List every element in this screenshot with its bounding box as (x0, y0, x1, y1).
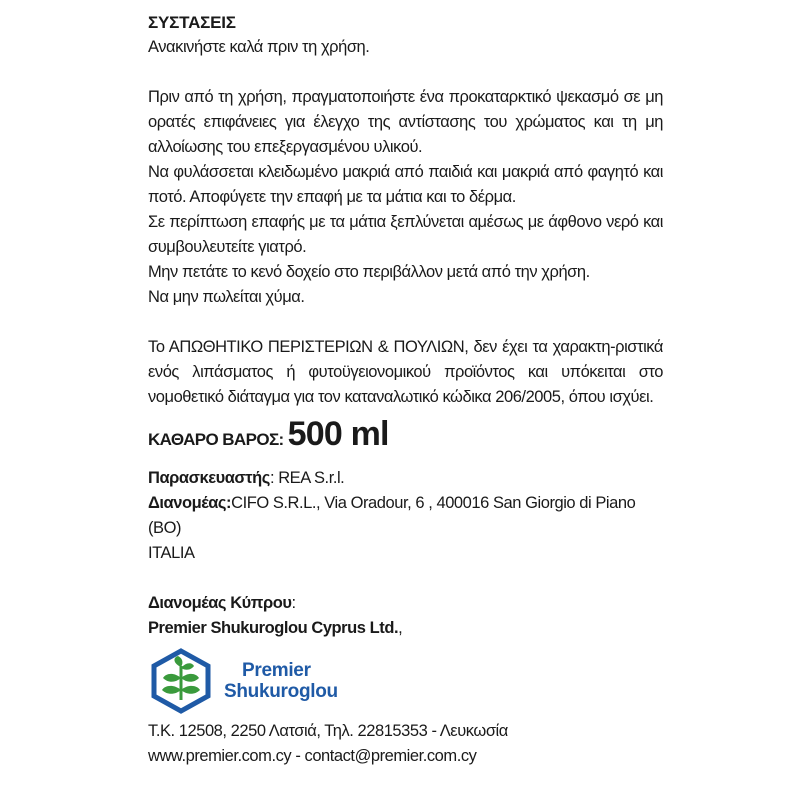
spacer (148, 310, 663, 335)
distributor-value: CIFO S.R.L., Via Oradour, 6 , 400016 San Giorgio di Piano (BO) (148, 494, 636, 537)
spacer (148, 454, 663, 466)
logo-wordmark (224, 660, 338, 702)
distributor-country: ITALIA (148, 544, 195, 562)
instruction-paragraph-storage: Να φυλάσσεται κλειδωμένο μακριά από παιδιά και μακριά από φαγητό και ποτό. Αποφύγετε την επαφή με τα μάτια και το δέρμα. (148, 163, 663, 206)
logo-line-shukuroglou: Shukuroglou (224, 681, 338, 702)
net-weight-row (148, 414, 663, 454)
leaf-hexagon-icon (148, 648, 214, 714)
premier-shukuroglou-logo (148, 647, 663, 715)
net-weight-value: 500 ml (287, 415, 389, 453)
spacer (148, 566, 663, 591)
label-text-column (148, 10, 663, 769)
manufacturer-label: Παρασκευαστής (148, 469, 270, 487)
cyprus-distributor-colon: : (291, 594, 296, 612)
logo-line-premier: Premier (242, 660, 311, 681)
spacer (148, 60, 663, 85)
instruction-paragraph-eye-contact: Σε περίπτωση επαφής με τα μάτια ξεπλύνεται αμέσως με άφθονο νερό και συμβουλευτείτε γιατρό. (148, 213, 663, 256)
instruction-paragraph-bulk: Να μην πωλείται χύμα. (148, 288, 305, 306)
distributor-label: Διανομέας: (148, 494, 232, 512)
instruction-paragraph-disposal: Μην πετάτε το κενό δοχείο στο περιβάλλον μετά από την χρήση. (148, 263, 590, 281)
cyprus-company-name: Premier Shukuroglou Cyprus Ltd. (148, 619, 399, 637)
cyprus-distributor-label: Διανομέας Κύπρου (148, 594, 292, 612)
manufacturer-value: : REA S.r.l. (269, 469, 345, 487)
cyprus-company-line (148, 616, 663, 641)
instruction-paragraph-test-spray: Πριν από τη χρήση, πραγματοποιήστε ένα προκαταρκτικό ψεκασμό σε μη ορατές επιφάνειες για έλεγχο της αντίστασης του χρώματος και τη μη αλλοίωσης του επεξεργασμένου υλικού. (148, 88, 663, 156)
net-weight-label: ΚΑΘΑΡΟ ΒΑΡΟΣ: (148, 430, 284, 449)
legal-notice: Το ΑΠΩΘΗΤΙΚΟ ΠΕΡΙΣΤΕΡΙΩΝ & ΠΟΥΛΙΩΝ, δεν έχει τα χαρακτη-ριστικά ενός λιπάσματος ή φυτοϋγειονομικού προϊόντος και υπόκειται στο νομοθετικό διάταγμα για τον καταναλωτικό κώδικα 206/2005, όπου ισχύει. (148, 338, 663, 406)
website-link[interactable]: www.premier.com.cy (148, 747, 292, 765)
manufacturer-line (148, 466, 663, 491)
contact-web-email-line (148, 744, 663, 769)
composition-heading: ΣΥΣΤΑΣΕΙΣ (148, 13, 236, 32)
shake-instruction: Ανακινήστε καλά πριν τη χρήση. (148, 38, 370, 56)
cyprus-company-comma: , (398, 619, 403, 637)
email-link[interactable]: contact@premier.com.cy (304, 747, 477, 765)
cyprus-distributor-line (148, 591, 663, 616)
contact-separator: - (291, 747, 305, 765)
contact-address: Τ.Κ. 12508, 2250 Λατσιά, Τηλ. 22815353 - Λευκωσία (148, 722, 508, 740)
distributor-line (148, 491, 663, 541)
